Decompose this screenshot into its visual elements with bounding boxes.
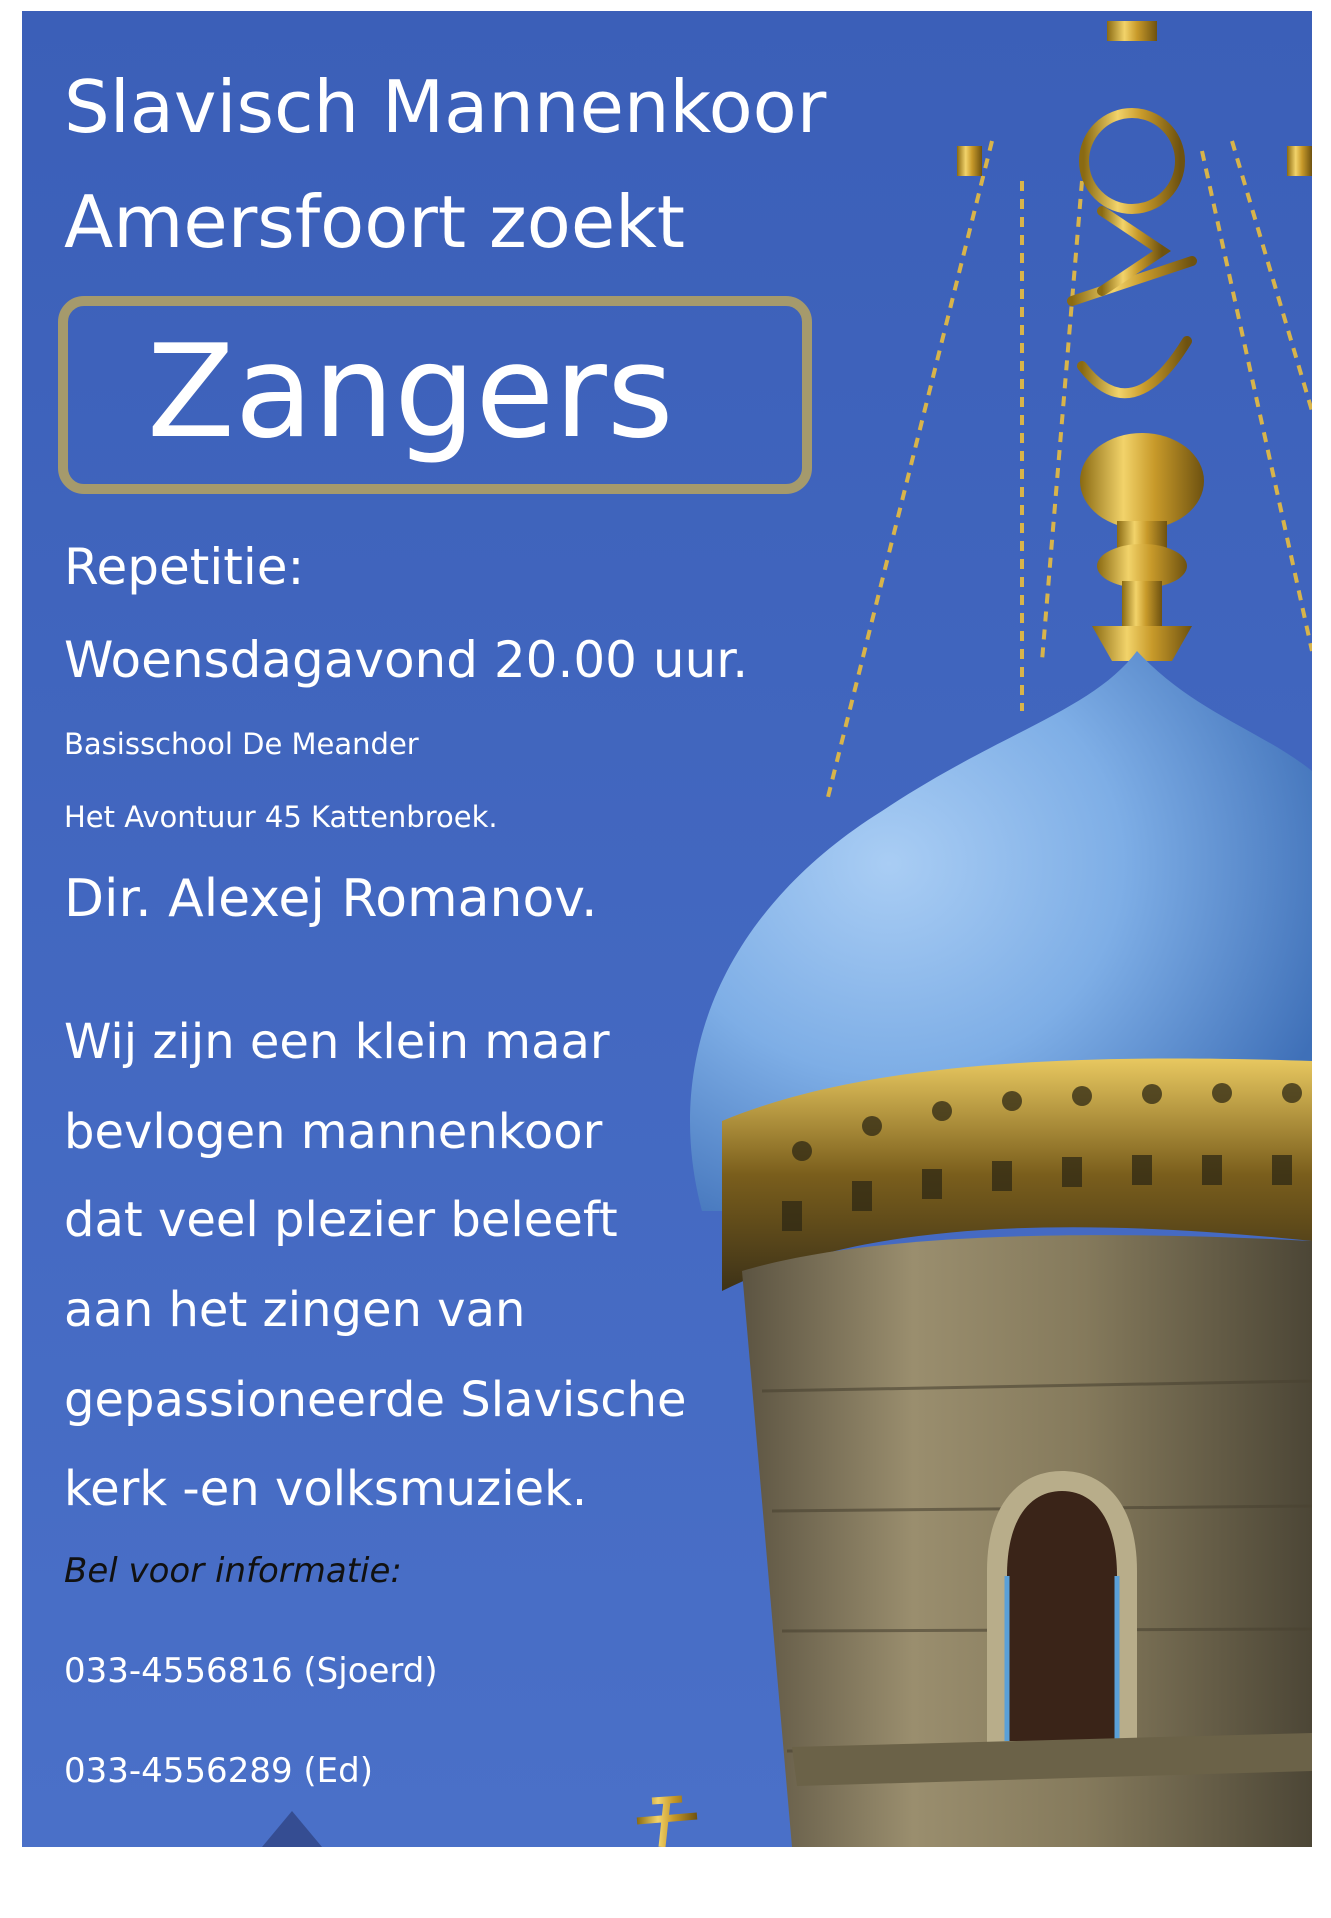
rehearsal-venue: Basisschool De Meander xyxy=(64,727,419,761)
director: Dir. Alexej Romanov. xyxy=(64,869,598,929)
description-line: bevlogen mannenkoor xyxy=(64,1104,603,1160)
rehearsal-time: Woensdagavond 20.00 uur. xyxy=(64,631,749,689)
highlight-title: Zangers xyxy=(147,318,674,467)
description-line: Wij zijn een klein maar xyxy=(64,1014,610,1070)
poster xyxy=(22,11,1312,1847)
contact-phone: 033-4556289 (Ed) xyxy=(64,1751,373,1791)
description-line: dat veel plezier beleeft xyxy=(64,1192,618,1248)
rehearsal-label: Repetitie: xyxy=(64,538,305,596)
description-line: aan het zingen van xyxy=(64,1282,526,1338)
rehearsal-address: Het Avontuur 45 Kattenbroek. xyxy=(64,800,498,834)
contact-phone: 033-4556816 (Sjoerd) xyxy=(64,1651,438,1691)
description-line: gepassioneerde Slavische xyxy=(64,1372,687,1428)
description-line: kerk -en volksmuziek. xyxy=(64,1461,588,1517)
headline-line-2: Amersfoort zoekt xyxy=(64,180,686,264)
contact-label: Bel voor informatie: xyxy=(64,1551,402,1591)
headline-line-1: Slavisch Mannenkoor xyxy=(64,65,827,149)
